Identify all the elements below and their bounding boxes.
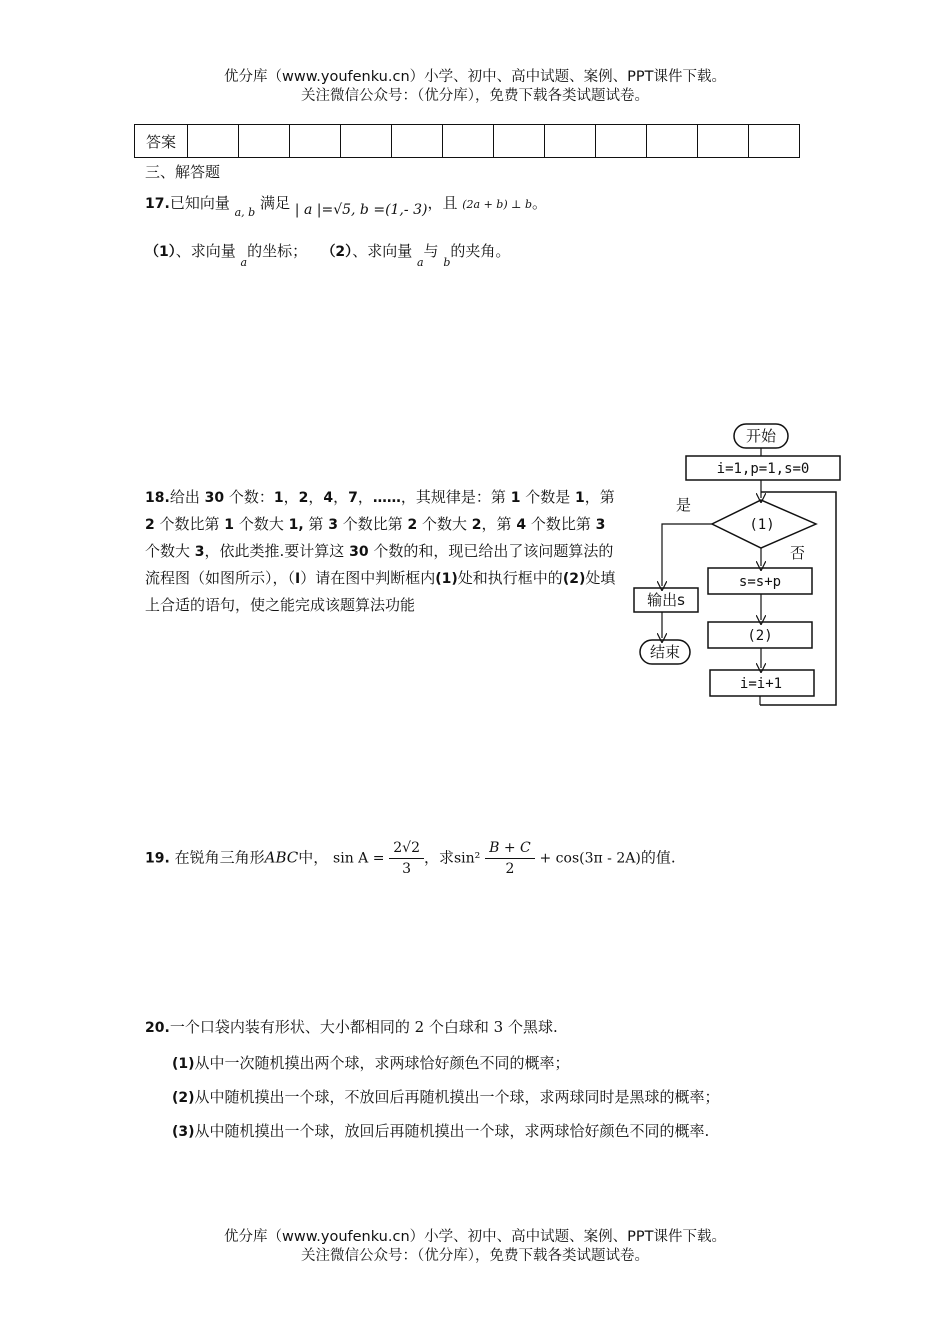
q19-text: ，求 <box>423 848 454 867</box>
question-18-number: 18. <box>145 490 170 506</box>
q18-num: 4 <box>323 490 334 506</box>
q18-text: 个数大 <box>234 515 289 533</box>
q18-num: 1 <box>510 490 521 506</box>
q18-num: 1 <box>575 490 585 506</box>
footer-line-2: 关注微信公众号：（优分库），免费下载各类试题试卷。 <box>301 1248 649 1264</box>
q17-vector-b: b <box>443 256 451 269</box>
answer-cell[interactable] <box>341 125 392 158</box>
answer-cell[interactable] <box>749 125 800 158</box>
q18-text: ，第 <box>584 488 615 506</box>
q18-text: ）请在图中判断框内 <box>300 569 436 587</box>
q18-text: ，依此类推.要计算这 <box>204 542 350 560</box>
flowchart <box>628 418 848 714</box>
q19-sin-squared: sin² <box>454 850 481 867</box>
q17-vectors-ab: a, b <box>234 206 256 219</box>
q18-text: 个数的和，现已给出了该问题算法的流程图（如图所示），（ <box>145 542 614 587</box>
q17-text: 已知向量 <box>169 194 230 212</box>
q20-part-3 <box>172 1120 709 1143</box>
answer-label: 答案 <box>135 125 188 158</box>
q19-cos-term: + cos(3π - 2A) <box>539 850 641 867</box>
q17-text: 的坐标； <box>247 242 308 260</box>
q20-part-1 <box>172 1052 570 1075</box>
q20-part-2 <box>172 1086 720 1109</box>
q17-vector-a: a <box>416 256 424 269</box>
q20-part-label: (1) <box>172 1056 195 1072</box>
q18-text: 个数比第 <box>526 515 596 533</box>
q17-text: 满足 <box>259 194 290 212</box>
q18-num: 30 <box>204 490 225 506</box>
question-20-number: 20. <box>145 1020 170 1036</box>
q18-num: I <box>295 571 301 587</box>
q19-fraction-1 <box>389 838 424 879</box>
q19-fraction-2 <box>485 838 535 879</box>
question-19 <box>145 838 676 879</box>
q18-text: 个数大 <box>417 515 472 533</box>
q18-num: 2 <box>471 517 482 533</box>
q19-text: 在锐角三角形 <box>174 848 265 867</box>
q18-text: ， <box>283 488 299 506</box>
q18-text: 个数比第 <box>154 515 225 533</box>
q18-num: …… <box>372 490 401 506</box>
q19-frac1-denominator: 3 <box>402 861 412 877</box>
answer-cell[interactable] <box>188 125 239 158</box>
answer-cell[interactable] <box>392 125 443 158</box>
section-title: 三、解答题 <box>145 163 221 181</box>
q18-text: 处填上合适的语句，使之能完成该题算法功能 <box>145 569 616 614</box>
q17-text: 与 <box>423 242 439 260</box>
q18-text: 个数比第 <box>337 515 408 533</box>
q17-text: ，且 <box>427 194 458 212</box>
header-line-2: 关注微信公众号：（优分库），免费下载各类试题试卷。 <box>301 88 649 104</box>
answer-cell[interactable] <box>239 125 290 158</box>
question-20-stem <box>145 1016 558 1039</box>
question-18 <box>145 484 623 618</box>
yes-label: 是 <box>676 496 692 514</box>
page-header <box>0 68 950 106</box>
answer-cell[interactable] <box>596 125 647 158</box>
q17-condition: | a |=√5, b =(1,- 3) <box>294 202 428 218</box>
q17-perpendicular: (2a + b) ⊥ b <box>462 198 533 211</box>
question-17-stem <box>145 192 548 219</box>
q18-num: 30 <box>349 544 369 560</box>
q19-frac1-numerator: 2√2 <box>389 838 424 859</box>
q17-text: 。 <box>532 194 548 212</box>
header-line-1: 优分库（www.youfenku.cn）小学、初中、高中试题、案例、PPT课件下载。 <box>224 69 726 85</box>
q17-text: 、求向量 <box>175 242 236 260</box>
q18-num: 1 <box>224 517 235 533</box>
q17-vector-a: a <box>240 256 248 269</box>
q19-triangle: ABC <box>264 848 299 867</box>
q17-part2-label: （2） <box>321 244 353 260</box>
q18-text: ，第 <box>481 515 517 533</box>
q18-num: 3 <box>595 517 606 533</box>
q18-num: 2 <box>145 517 155 533</box>
q17-text: 、求向量 <box>352 242 413 260</box>
q20-part-text: 从中随机摸出一个球，不放回后再随机摸出一个球，求两球同时是黑球的概率； <box>194 1088 720 1106</box>
q18-text: 处和执行框中的 <box>457 569 563 587</box>
q18-num: 4 <box>516 517 527 533</box>
q18-text: ，其规律是：第 <box>400 488 511 506</box>
q18-text: 个数： <box>224 488 274 506</box>
q18-text: ， <box>308 488 324 506</box>
question-17-parts <box>145 240 511 269</box>
footer-line-1: 优分库（www.youfenku.cn）小学、初中、高中试题、案例、PPT课件下载。 <box>224 1229 726 1245</box>
question-17-number: 17. <box>145 196 170 212</box>
page-footer <box>0 1228 950 1266</box>
q18-num: 1, <box>288 517 304 533</box>
q17-part1-label: （1） <box>145 244 176 260</box>
answer-cell[interactable] <box>290 125 341 158</box>
output-label: 输出s <box>647 591 685 609</box>
q18-text: 个数大 <box>145 542 195 560</box>
start-label: 开始 <box>745 427 777 445</box>
q18-text: 第 <box>303 515 329 533</box>
q20-part-text: 从中一次随机摸出两个球，求两球恰好颜色不同的概率； <box>194 1054 570 1072</box>
yes-branch-line <box>662 524 712 586</box>
q18-num: 2 <box>298 490 309 506</box>
q18-text: ， <box>333 488 349 506</box>
question-19-number: 19. <box>145 850 170 867</box>
answer-cell[interactable] <box>494 125 545 158</box>
q19-text: 的值. <box>640 848 676 867</box>
q18-num: 3 <box>328 517 338 533</box>
q20-part-label: (3) <box>172 1124 195 1140</box>
q18-num: (2) <box>562 571 586 587</box>
q19-text: 中， <box>298 848 329 867</box>
q20-stem-text: 一个口袋内装有形状、大小都相同的 2 个白球和 3 个黑球. <box>169 1018 558 1036</box>
q18-text: 给出 <box>169 488 205 506</box>
answer-cell[interactable] <box>443 125 494 158</box>
q18-num: 3 <box>194 544 205 560</box>
answer-cell[interactable] <box>647 125 698 158</box>
q19-frac2-denominator: 2 <box>505 861 515 877</box>
q19-frac2-numerator: B + C <box>485 838 535 859</box>
blank-step-label: (2) <box>747 628 773 644</box>
q19-sin-a: sin A = <box>333 850 385 867</box>
init-label: i=1,p=1,s=0 <box>716 461 810 477</box>
q18-text: ， <box>357 488 373 506</box>
q18-num: 1 <box>273 490 284 506</box>
answer-cell[interactable] <box>545 125 596 158</box>
q18-num: 2 <box>407 517 418 533</box>
answer-cell[interactable] <box>698 125 749 158</box>
q20-part-label: (2) <box>172 1090 195 1106</box>
q18-num: 7 <box>348 490 358 506</box>
increment-label: i=i+1 <box>739 676 783 692</box>
q20-part-text: 从中随机摸出一个球，放回后再随机摸出一个球，求两球恰好颜色不同的概率. <box>194 1122 710 1140</box>
decision-label: (1) <box>749 517 775 533</box>
no-label: 否 <box>790 544 806 562</box>
q18-text: 个数是 <box>520 488 575 506</box>
answer-table <box>134 124 800 158</box>
q18-num: (1) <box>435 571 458 587</box>
end-label: 结束 <box>649 643 681 661</box>
sum-label: s=s+p <box>738 574 782 590</box>
q17-text: 的夹角。 <box>450 242 511 260</box>
